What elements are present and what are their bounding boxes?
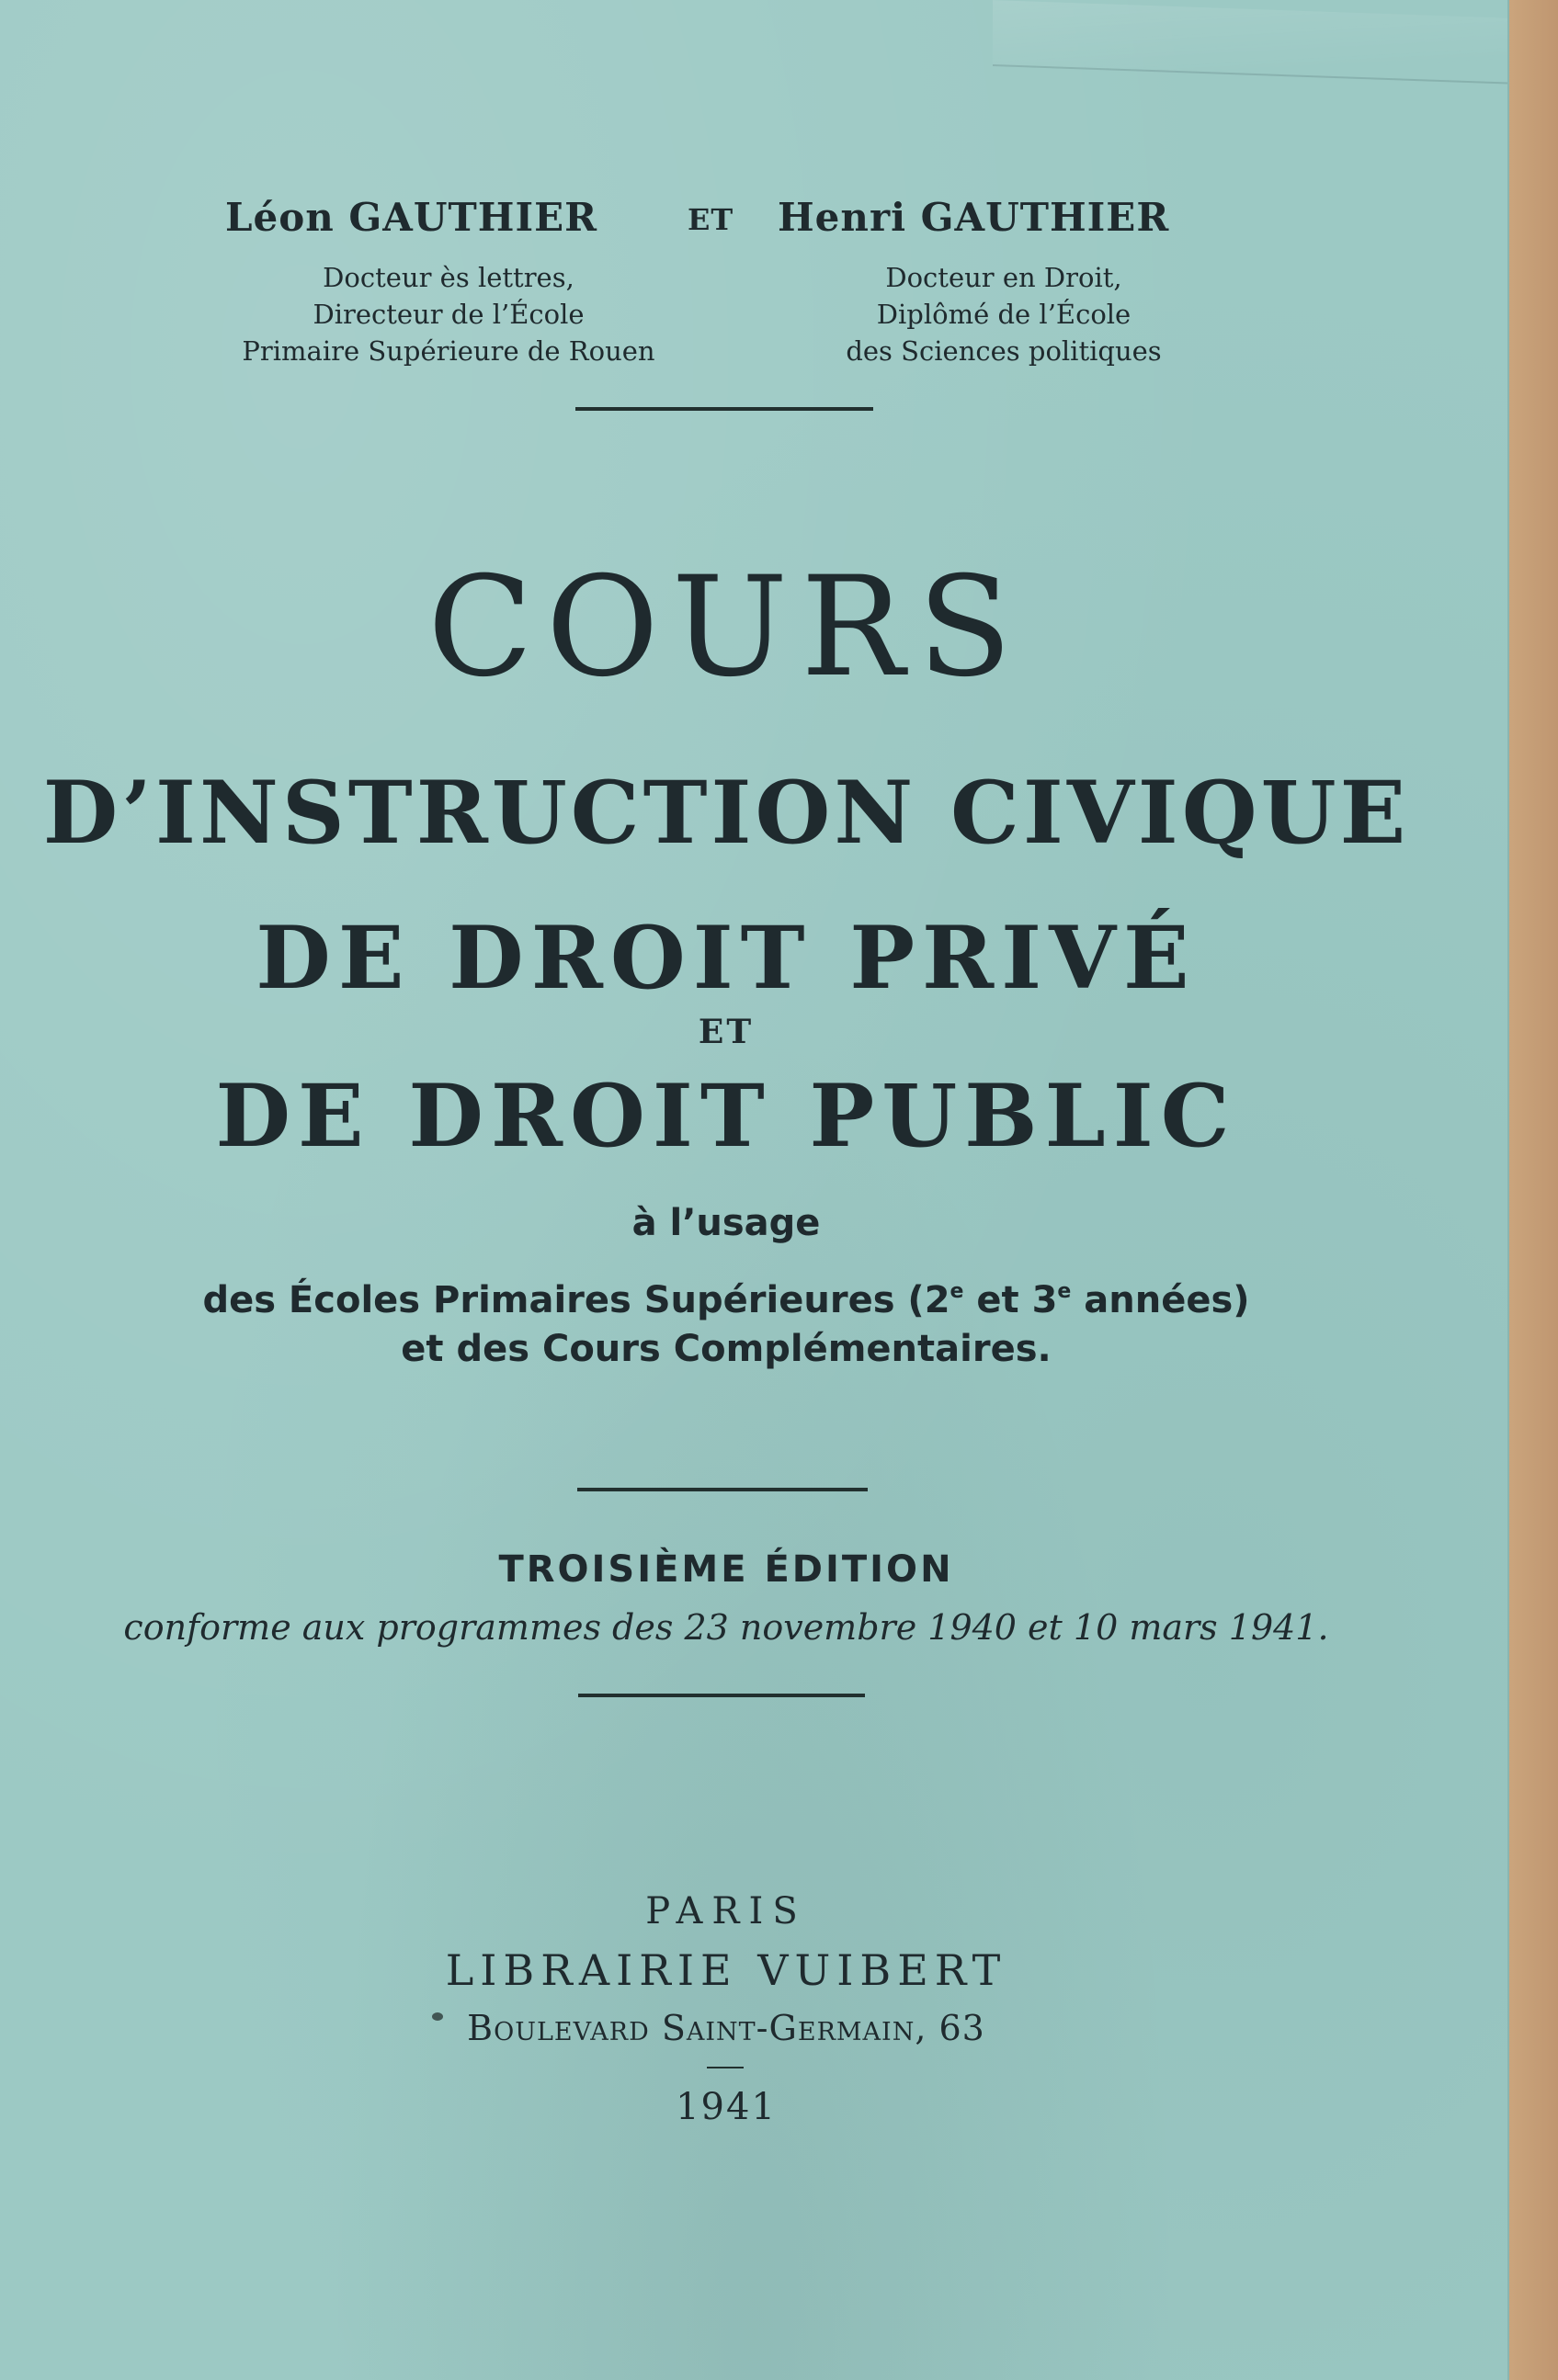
- usage-text: et 3: [963, 1279, 1058, 1321]
- credential-line: Docteur en Droit,: [885, 262, 1122, 293]
- divider-rule: [578, 1694, 865, 1697]
- credential-line: Primaire Supérieure de Rouen: [242, 335, 655, 367]
- publisher-address: Boulevard Saint-Germain, 63: [467, 2008, 985, 2048]
- title-conjunction: ET: [698, 1013, 755, 1051]
- usage-text: années): [1071, 1279, 1250, 1321]
- edition-conformity-note: conforme aux programmes des 23 novembre 1940 et 10 mars 1941.: [123, 1607, 1329, 1648]
- usage-line: à l’usage: [631, 1202, 821, 1244]
- author-henri-credentials: [746, 259, 1261, 369]
- usage-schools-line: [0, 1266, 1452, 1326]
- divider-rule: [577, 1488, 868, 1491]
- author-henri: Henri GAUTHIER: [778, 195, 1170, 240]
- ordinal-suffix: e: [950, 1280, 964, 1303]
- credential-line: Diplômé de l’École: [876, 299, 1132, 330]
- usage-line: et des Cours Complémentaires.: [401, 1328, 1052, 1370]
- usage-text: des Écoles Primaires Supérieures (2: [202, 1279, 950, 1321]
- authors-conjunction: ET: [688, 202, 734, 237]
- author-leon-credentials: [191, 259, 706, 369]
- publisher-name: LIBRAIRIE VUIBERT: [445, 1945, 1007, 1995]
- title-line-droit-prive: DE DROIT PRIVÉ: [256, 908, 1197, 1009]
- ordinal-suffix: e: [1057, 1280, 1072, 1303]
- credential-line: Directeur de l’École: [313, 299, 585, 330]
- edition-label: TROISIÈME ÉDITION: [498, 1548, 954, 1591]
- credential-line: des Sciences politiques: [846, 335, 1162, 367]
- publication-year: 1941: [676, 2086, 777, 2128]
- author-leon: Léon GAUTHIER: [225, 195, 598, 240]
- title-line-instruction: D’INSTRUCTION CIVIQUE: [42, 763, 1410, 864]
- title-line-droit-public: DE DROIT PUBLIC: [215, 1066, 1237, 1167]
- title-cours: COURS: [427, 548, 1025, 708]
- divider-rule: [575, 407, 873, 411]
- publisher-city: PARIS: [645, 1890, 807, 1932]
- short-divider: [707, 2067, 744, 2068]
- cover-fold: [993, 0, 1507, 85]
- credential-line: Docteur ès lettres,: [323, 262, 574, 293]
